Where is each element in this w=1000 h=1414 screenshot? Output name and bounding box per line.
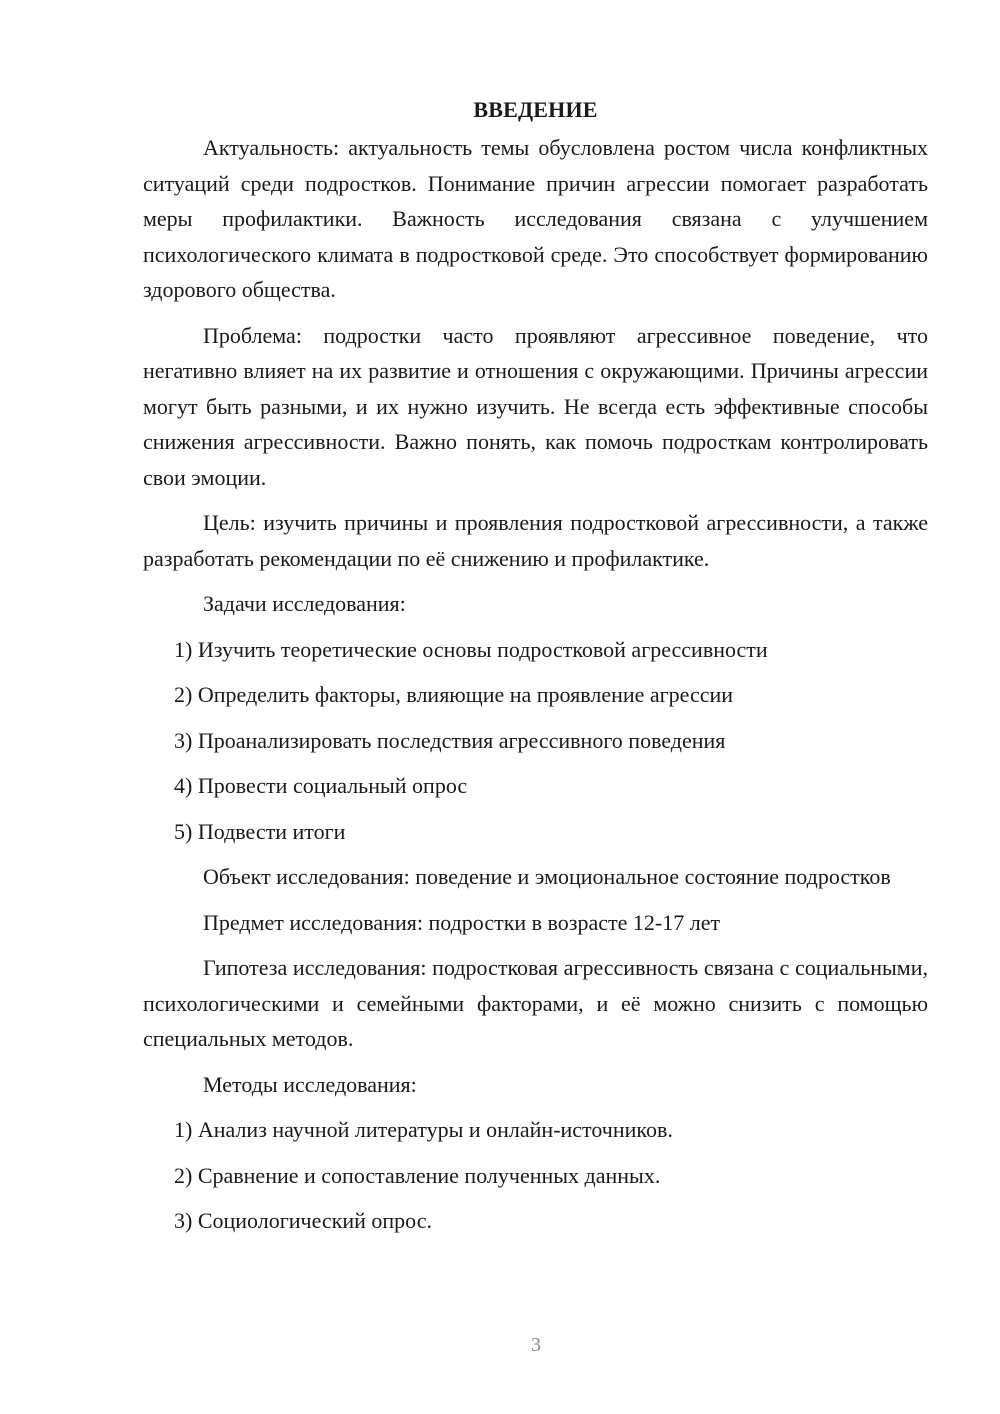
task-item-2: 2) Определить факторы, влияющие на проявление агрессии	[174, 682, 734, 707]
task-item-5: 5) Подвести итоги	[174, 818, 346, 844]
task-item-4: 4) Провести социальный опрос	[174, 773, 468, 798]
methods-label: Методы исследования:	[203, 1071, 417, 1097]
document-page	[143, 92, 928, 1249]
hypothesis-paragraph: Гипотеза исследования: подростковая агрессивность связана с социальными, психологическими и семейными факторами, и её можно снизить с помощью специальных методов.	[143, 955, 928, 1051]
goal-paragraph: Цель: изучить причины и проявления подростковой агрессивности, а также разработать рекомендации по её снижению и профилактике.	[143, 510, 928, 571]
page-number: 3	[531, 1334, 541, 1356]
subject-paragraph: Предмет исследования: подростки в возрасте 12-17 лет	[203, 909, 721, 935]
relevance-paragraph: Актуальность: актуальность темы обусловлена ростом числа конфликтных ситуаций среди подростков. Понимание причин агрессии помогает разработать меры профилактики. Важность исследования связана с улучшением психологического климата в подростковой среде. Это способствует формированию здорового общества.	[143, 135, 928, 302]
task-item-3: 3) Проанализировать последствия агрессивного поведения	[174, 727, 726, 753]
method-item-1: 1) Анализ научной литературы и онлайн-источников.	[174, 1117, 673, 1142]
section-heading: ВВЕДЕНИЕ	[473, 97, 598, 122]
task-item-1: 1) Изучить теоретические основы подростковой агрессивности	[174, 636, 768, 662]
problem-paragraph: Проблема: подростки часто проявляют агрессивное поведение, что негативно влияет на их развитие и отношения с окружающими. Причины агрессии могут быть разными, и их нужно изучить. Не всегда есть эффективные способы снижения агрессивности. Важно понять, как помочь подросткам контролировать свои эмоции.	[143, 322, 928, 490]
method-item-2: 2) Сравнение и сопоставление полученных данных.	[174, 1162, 661, 1188]
method-item-3: 3) Социологический опрос.	[174, 1208, 432, 1233]
tasks-label: Задачи исследования:	[203, 591, 406, 616]
object-paragraph: Объект исследования: поведение и эмоциональное состояние подростков	[203, 864, 891, 889]
